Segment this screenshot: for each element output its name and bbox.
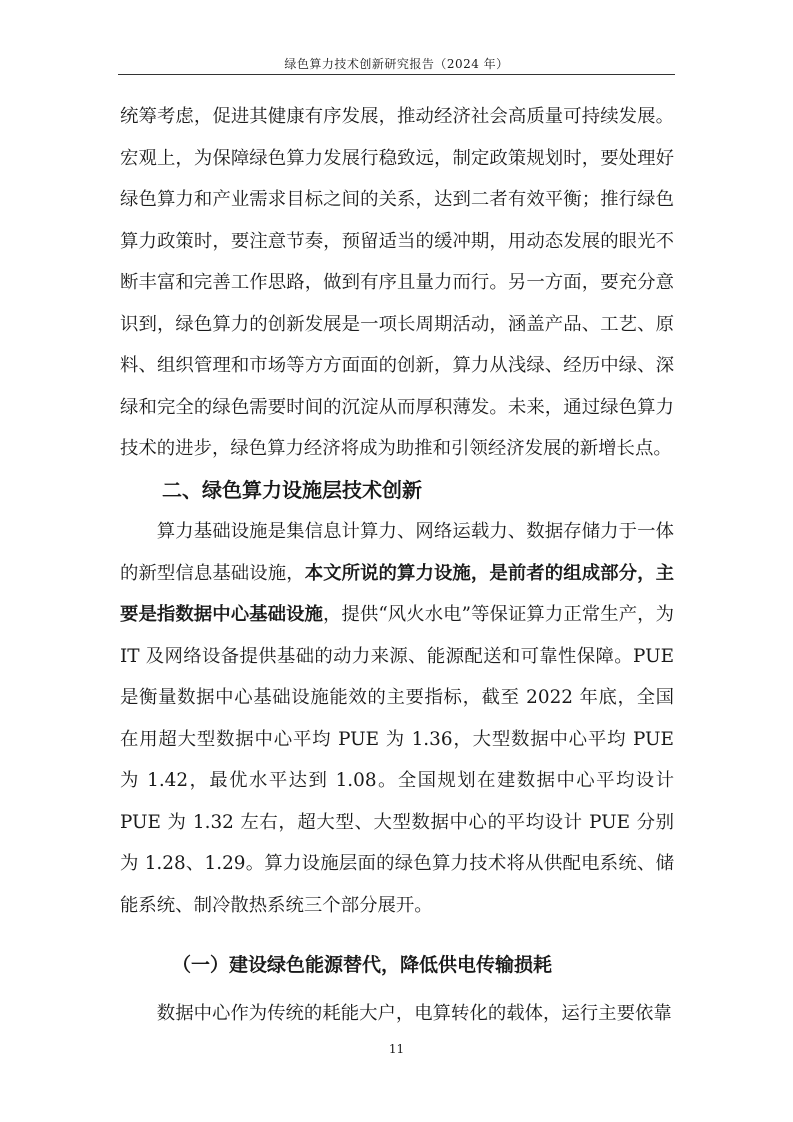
- bold-definition: 本文所说的算力设施，是前者的组成部分，主要是指数据中心基础设施: [120, 562, 674, 625]
- page-body: [120, 96, 674, 1034]
- paragraph-intro-continuation: 统筹考虑，促进其健康有序发展，推动经济社会高质量可持续发展。宏观上，为保障绿色算力发展行稳致远，制定政策规划时，要处理好绿色算力和产业需求目标之间的关系，达到二者有效平衡；推行绿色算力政策时，要注意节奏，预留适当的缓冲期，用动态发展的眼光不断丰富和完善工作思路，做到有序且量力而行。另一方面，要充分意识到，绿色算力的创新发展是一项长周期活动，涵盖产品、工艺、原料、组织管理和市场等方方面面的创新，算力从浅绿、经历中绿、深绿和完全的绿色需要时间的沉淀从而厚积薄发。未来，通过绿色算力技术的进步，绿色算力经济将成为助推和引领经济发展的新增长点。: [120, 106, 674, 459]
- running-header: 绿色算力技术创新研究报告（2024 年）: [284, 57, 509, 71]
- subsection-heading: （一）建设绿色能源替代，降低供电传输损耗: [172, 954, 553, 976]
- paragraph-text: ，提供“风火水电”等保证算力正常生产，为 IT 及网络设备提供基础的动力来源、能源配送和可靠性保障。PUE 是衡量数据中心基础设施能效的主要指标，截至 2022 年底，全国在用超大型数据中心平均 PUE 为 1.36，大型数据中心平均 PUE 为 1.42，最优水平达到 1.08。全国规划在建数据中心平均设计 PUE 为 1.32 左右，超大型、大型数据中心的平均设计 PUE 分别为 1.28、1.29。算力设施层面的绿色算力技术将从供配电系统、储能系统、制冷散热系统三个部分展开。: [120, 604, 674, 916]
- page-number: 11: [388, 1042, 405, 1056]
- header-divider: [118, 74, 675, 75]
- paragraph-text: 算力基础设施是集信息计算力、网络运载力、数据存储力于一体的新型信息基础设施，: [120, 521, 674, 584]
- paragraph-infrastructure: [120, 511, 674, 926]
- paragraph-datacenter: 数据中心作为传统的耗能大户，电算转化的载体，运行主要依靠: [156, 1002, 672, 1024]
- section-heading: 二、绿色算力设施层技术创新: [162, 477, 422, 502]
